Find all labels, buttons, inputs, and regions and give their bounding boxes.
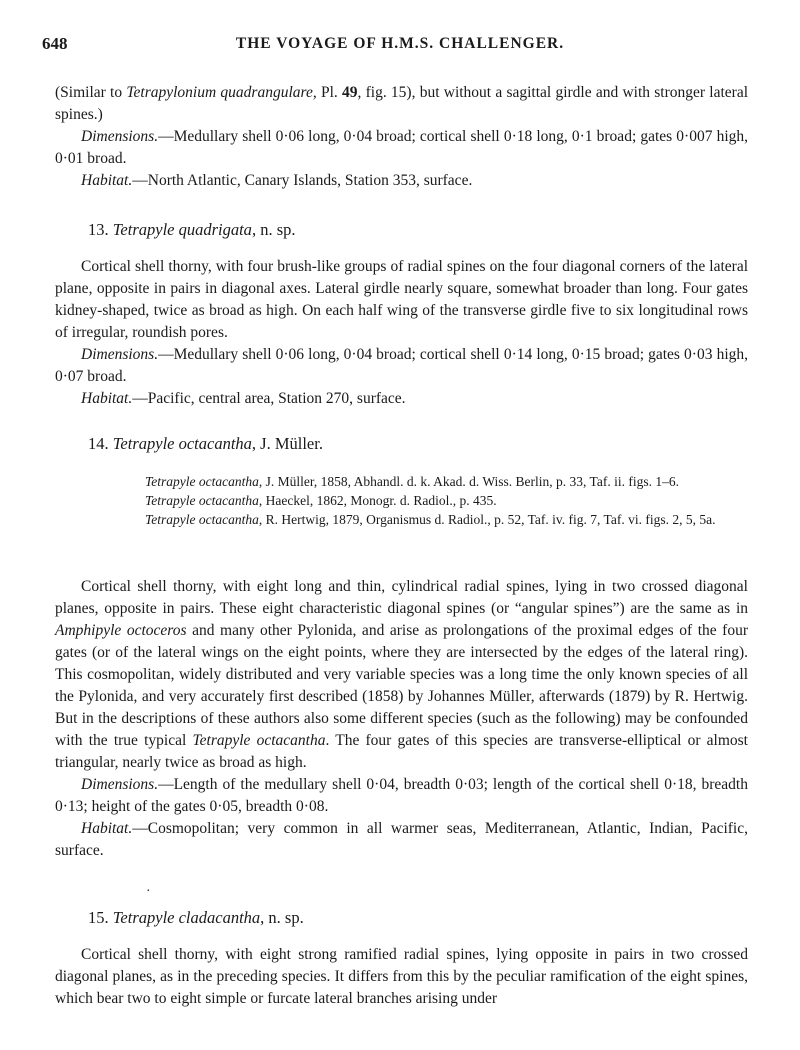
intro-section (55, 82, 748, 192)
habitat-label: Habitat. (81, 390, 133, 407)
dimensions-text: —Medullary shell 0·06 long, 0·04 broad; cortical shell 0·18 long, 0·1 broad; gates 0·007 high, 0·01 broad. (55, 128, 748, 167)
description-species: Amphipyle octoceros (55, 622, 187, 639)
similar-species: Tetrapylonium quadrangulare (126, 84, 313, 101)
species-13-dimensions (55, 344, 748, 388)
species-number: 15. (88, 908, 109, 927)
synonym-name: Tetrapyle octacantha (145, 493, 259, 508)
description-part: Cortical shell thorny, with eight long and thin, cylindrical radial spines, lying in two crossed diagonal planes, opposite in pairs. These eight characteristic diagonal spines (or “angular spines”) are the same as in (55, 578, 748, 617)
synonym-entry (145, 491, 748, 510)
intro-habitat (55, 170, 748, 192)
dimensions-text: —Length of the medullary shell 0·04, breadth 0·03; length of the cortical shell 0·18, breadth 0·13; height of the gates 0·05, breadth 0·08. (55, 776, 748, 815)
habitat-text: —Pacific, central area, Station 270, surface. (132, 390, 406, 407)
species-15-heading (88, 908, 304, 928)
species-14-dimensions (55, 774, 748, 818)
dimensions-label: Dimensions. (81, 128, 159, 145)
page-header (42, 34, 758, 58)
intro-dimensions (55, 126, 748, 170)
dimensions-text: —Medullary shell 0·06 long, 0·04 broad; cortical shell 0·14 long, 0·15 broad; gates 0·03 high, 0·07 broad. (55, 346, 748, 385)
species-13-description: Cortical shell thorny, with four brush-like groups of radial spines on the four diagonal corners of the lateral plane, opposite in pairs in diagonal axes. Lateral girdle nearly square, somewhat broader than long. Four gates kidney-shaped, twice as broad as high. On each half wing of the transverse girdle five to six longitudinal rows of irregular, roundish pores. (55, 258, 748, 341)
description-part: . The four gates of this species are transverse-elliptical or almost triangular, nearly twice as broad as high. (55, 732, 748, 771)
similar-plate: , Pl. (312, 84, 342, 101)
species-13-body (55, 256, 748, 410)
synonym-entry (145, 510, 748, 529)
species-name: Tetrapyle octacantha (112, 434, 252, 453)
similar-pre: (Similar to (55, 84, 127, 101)
species-14-heading (88, 434, 323, 454)
synonym-name: Tetrapyle octacantha (145, 474, 259, 489)
dimensions-label: Dimensions. (81, 776, 159, 793)
species-14-synonymy (145, 472, 748, 529)
description-species: Tetrapyle octacantha (192, 732, 326, 749)
species-author: , n. sp. (251, 220, 296, 239)
habitat-text: —Cosmopolitan; very common in all warmer seas, Mediterranean, Atlantic, Indian, Pacific, surface. (55, 820, 748, 859)
species-15-description: Cortical shell thorny, with eight strong ramified radial spines, lying opposite in pairs in two crossed diagonal planes, as in the preceding species. It differs from this by the peculiar ramification of the eight spines, which bear two to eight simple or furcate lateral branches arising under (55, 946, 748, 1007)
habitat-label: Habitat. (81, 820, 133, 837)
species-name: Tetrapyle quadrigata (112, 220, 252, 239)
description-part: and many other Pylonida, and arise as prolongations of the proximal edges of the four gates (or of the lateral wings on the eight points, where they are intersected by the edges of the lateral ring). This cosmopolitan, widely distributed and very variable species was a long time the only known species of all the Pylonida, and very accurately first described (1858) by Johannes Müller, afterwards (1879) by R. Hertwig. But in the descriptions of these authors also some different species (such as the following) may be confounded with the true typical (55, 622, 749, 749)
intro-similar (55, 82, 748, 126)
synonym-reference: , R. Hertwig, 1879, Organismus d. Radiol., p. 52, Taf. iv. fig. 7, Taf. vi. figs. 2, 5, 5a. (258, 512, 716, 527)
page-number: 648 (42, 34, 68, 53)
similar-post: , fig. 15), but without a sagittal girdle and with stronger lateral spines.) (55, 84, 748, 123)
species-13-habitat (55, 388, 748, 410)
similar-plate-number: 49 (342, 84, 358, 101)
running-title: THE VOYAGE OF H.M.S. CHALLENGER. (235, 35, 565, 52)
species-14-body (55, 576, 748, 862)
species-15-body (55, 944, 748, 1010)
species-name: Tetrapyle cladacantha (112, 908, 261, 927)
species-14-habitat (55, 818, 748, 862)
species-author: , n. sp. (260, 908, 304, 927)
species-author: , J. Müller. (251, 434, 323, 453)
synonym-entry (145, 472, 748, 491)
synonym-reference: , Haeckel, 1862, Monogr. d. Radiol., p. 435. (258, 493, 497, 508)
habitat-label: Habitat. (81, 172, 133, 189)
synonym-name: Tetrapyle octacantha (145, 512, 259, 527)
species-14-description (55, 576, 748, 774)
stray-dot-mark: · (146, 884, 151, 899)
species-number: 13. (88, 220, 109, 239)
synonym-reference: , J. Müller, 1858, Abhandl. d. k. Akad. d. Wiss. Berlin, p. 33, Taf. ii. figs. 1–6. (258, 474, 679, 489)
species-number: 14. (88, 434, 109, 453)
species-13-heading (88, 220, 295, 240)
habitat-text: —North Atlantic, Canary Islands, Station 353, surface. (132, 172, 473, 189)
dimensions-label: Dimensions. (81, 346, 159, 363)
